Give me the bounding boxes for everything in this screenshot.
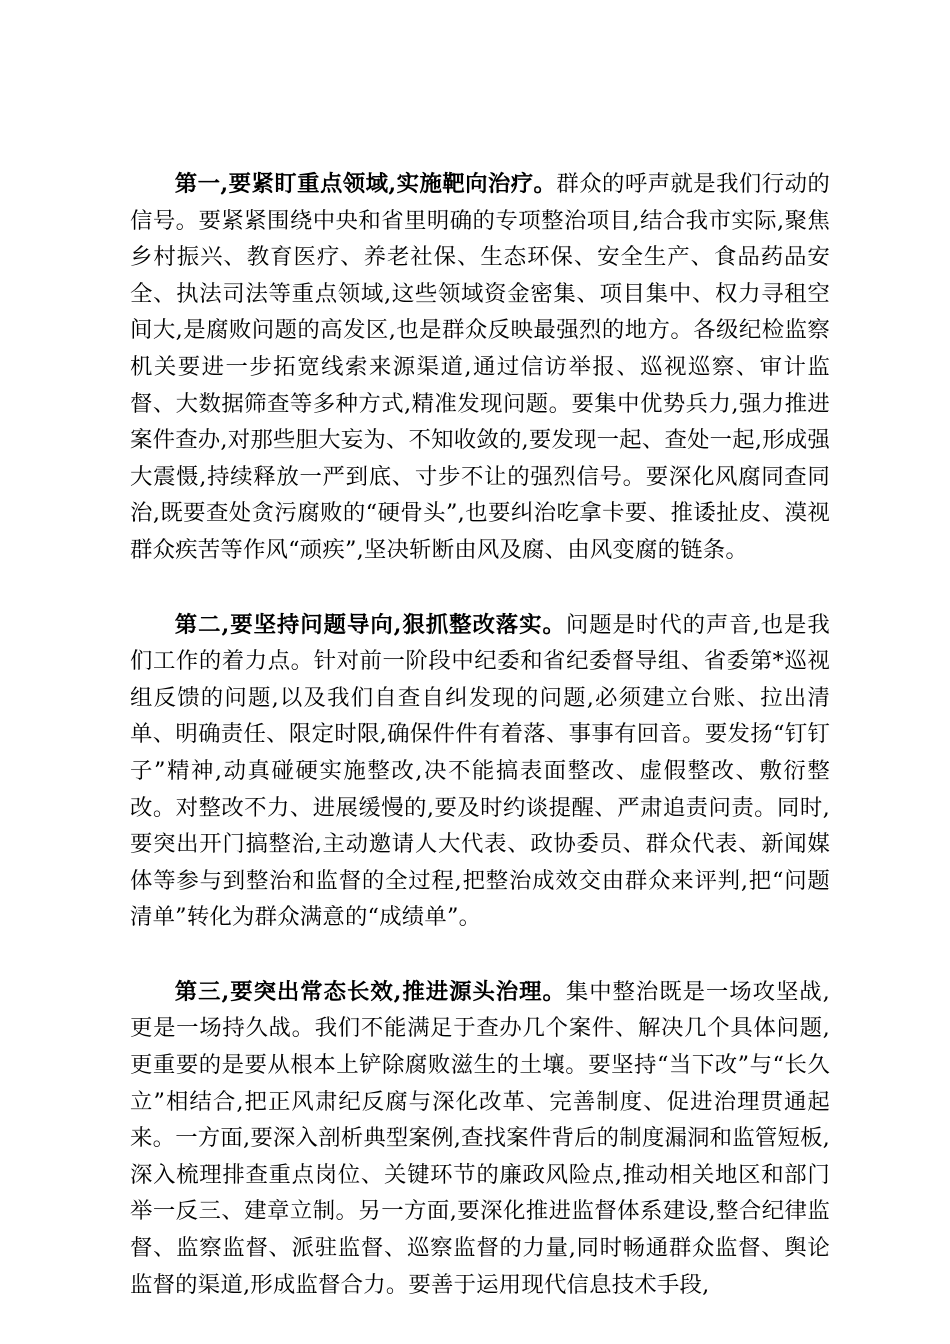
paragraph-second [130, 607, 830, 936]
paragraph-lead: 第三,要突出常态长效,推进源头治理。 [174, 978, 566, 1005]
paragraph-text: 问题是时代的声音,也是我们工作的着力点。针对前一阶段中纪委和省纪委督导组、省委第*巡视组反馈的问题,以及我们自查自纠发现的问题,必须建立台账、拉出清单、明确责任、限定时限,确保件件有着落、事事有回音。要发扬“钉钉子”精神,动真碰硬实施整改,决不能搞表面整改、虚假整改、敷衍整改。对整改不力、进展缓慢的,要及时约谈提醒、严肃追责问责。同时,要突出开门搞整治,主动邀请人大代表、政协委员、群众代表、新闻媒体等参与到整治和监督的全过程,把整治成效交由群众来评判,把“问题清单”转化为群众满意的“成绩单”。 [130, 611, 830, 931]
paragraph-text: 群众的呼声就是我们行动的信号。要紧紧围绕中央和省里明确的专项整治项目,结合我市实际,聚焦乡村振兴、教育医疗、养老社保、生态环保、安全生产、食品药品安全、执法司法等重点领域,这些领域资金密集、项目集中、权力寻租空间大,是腐败问题的高发区,也是群众反映最强烈的地方。各级纪检监察机关要进一步拓宽线索来源渠道,通过信访举报、巡视巡察、审计监督、大数据筛查等多种方式,精准发现问题。要集中优势兵力,强力推进案件查办,对那些胆大妄为、不知收敛的,要发现一起、查处一起,形成强大震慑,持续释放一严到底、寸步不让的强烈信号。要深化风腐同查同治,既要查处贪污腐败的“硬骨头”,也要纠治吃拿卡要、推诿扯皮、漠视群众疾苦等作风“顽疾”,坚决斩断由风及腐、由风变腐的链条。 [130, 171, 830, 563]
paragraph-lead: 第一,要紧盯重点领域,实施靶向治疗。 [174, 171, 557, 197]
document-body [130, 166, 830, 1341]
paragraph-first [130, 166, 830, 569]
paragraph-lead: 第二,要坚持问题导向,狠抓整改落实。 [174, 611, 566, 638]
paragraph-text: 集中整治既是一场攻坚战,更是一场持久战。我们不能满足于查办几个案件、解决几个具体问题,更重要的是要从根本上铲除腐败滋生的土壤。要坚持“当下改”与“长久立”相结合,把正风肃纪反腐与深化改革、完善制度、促进治理贯通起来。一方面,要深入剖析典型案例,查找案件背后的制度漏洞和监管短板,深入梳理排查重点岗位、关键环节的廉政风险点,推动相关地区和部门举一反三、建章立制。另一方面,要深化推进监督体系建设,整合纪律监督、监察监督、派驻监督、巡察监督的力量,同时畅通群众监督、舆论监督的渠道,形成监督合力。要善于运用现代信息技术手段, [130, 978, 830, 1298]
paragraph-third [130, 974, 830, 1303]
